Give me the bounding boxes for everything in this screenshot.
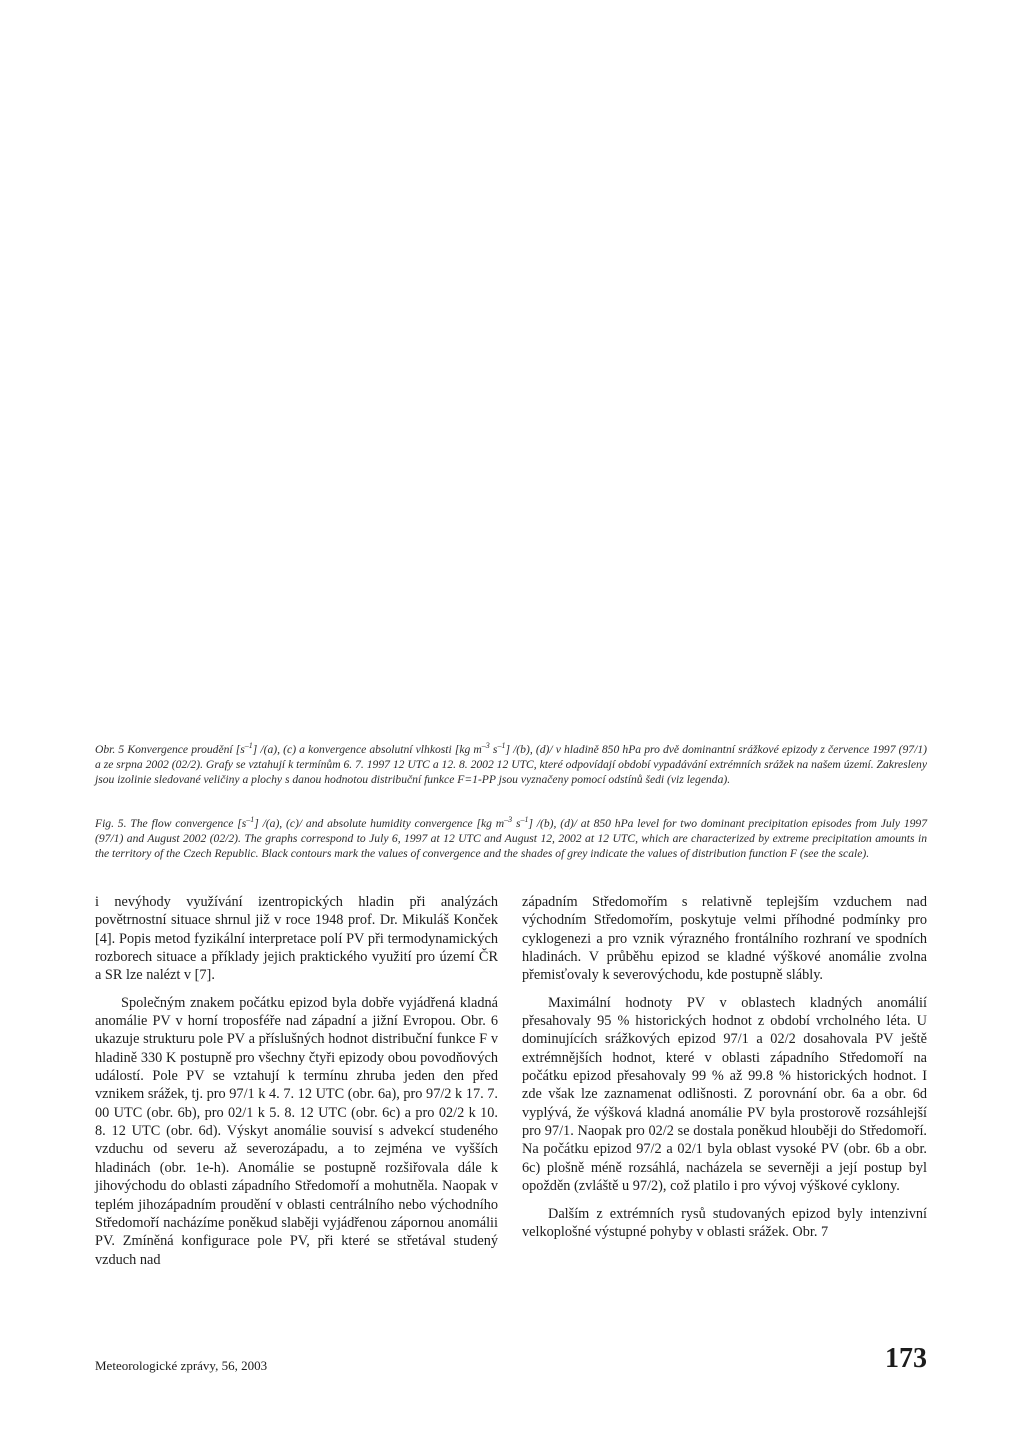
paragraph: Maximální hodnoty PV v oblastech kladných anomálií přesahovaly 95 % historických hodnot z období vrcholného léta. U dominujících srážkových epizod 97/1 a 02/2 dosahovala PV ještě extrémnějších hodnot, které v oblasti západního Středomoří na počátku epizod přesahovaly 99 % až 99.8 % historických hodnot. I zde však lze zaznamenat odlišnosti. Z porovnání obr. 6a a obr. 6d vyplývá, že výšková kladná anomálie PV byla prostorově rozsáhlejší pro 97/1. Naopak pro 02/2 se dostala poněkud hlouběji do Středomoří. Na počátku epizod 97/2 a 02/1 byla oblast vysoké PV (obr. 6b a obr. 6c) plošně méně rozsáhlá, nacházela se severněji a její postup byl opožděn (zvláště u 97/2), což platilo i pro vývoj výškové cyklony. [522,994,927,1195]
caption-text: ] /(b), (d)/ v hladině 850 hPa pro dvě dominantní srážkové epizody z července 1997 (97/1) a ze srpna 2002 (02/2). Grafy se vztahují k termínům 6. 7. 1997 12 UTC a 12. 8. 2002 12 UTC, které odpovídají období vypadávání extrémních srážek na našem území. Zakresleny jsou izolinie sledované veličiny a plochy s danou hodnotou distribuční funkce F=1-PP jsou vyznačeny pomocí odstínů šedi (viz legenda). [95,743,927,787]
superscript: –1 [520,815,529,825]
left-text-column [95,893,498,1278]
footer-journal-name: Meteorologické zprávy, 56, 2003 [95,1358,268,1373]
caption-text: ] /(b), (d)/ at 850 hPa level for two dominant precipitation episodes from July 1997 (97/1) and August 2002 (02/2). The graphs correspond to July 6, 1997 at 12 UTC and August 12, 2002 at 12 UTC, which are characterized by extreme precipitation amounts in the territory of the Czech Republic. Black contours mark the values of convergence and the shades of grey indicate the values of distribution function F (see the scale). [95,817,928,861]
caption-text: Obr. 5 Konvergence proudění [s [95,743,245,756]
figure-caption-english [95,816,927,862]
caption-english-text [95,816,927,862]
right-text-column [522,893,927,1250]
caption-text: s [512,817,521,830]
caption-text: s [489,743,498,756]
figure-caption-czech [95,742,927,788]
superscript: –1 [244,741,253,751]
caption-text: ] /(a), (c) a konvergence absolutní vlhkosti [kg m [252,743,482,756]
caption-czech-text [95,742,927,788]
superscript: –1 [497,741,506,751]
paragraph: Dalším z extrémních rysů studovaných epizod byly intenzivní velkoplošné výstupné pohyby v oblasti srážek. Obr. 7 [522,1205,927,1240]
caption-text: ] /(a), (c)/ and absolute humidity convergence [kg m [254,817,505,830]
paragraph: Společným znakem počátku epizod byla dobře vyjádřená kladná anomálie PV v horní troposféře nad západní a jižní Evropou. Obr. 6 ukazuje strukturu pole PV a příslušných hodnot distribuční funkce F v hladině 330 K postupně pro všechny čtyři epizody obou povodňových událostí. Pole PV se vztahují k termínu zhruba jeden den před vznikem srážek, tj. pro 97/1 k 4. 7. 12 UTC (obr. 6a), pro 97/2 k 17. 7. 00 UTC (obr. 6b), pro 02/1 k 5. 8. 12 UTC (obr. 6c) a pro 02/2 k 10. 8. 12 UTC (obr. 6d). Výskyt anomálie souvisí s advekcí studeného vzduchu od severu až severozápadu, a to zejména ve vyšších hladinách (obr. 1e-h). Anomálie se postupně rozšiřovala dále k jihovýchodu do oblasti západního Středomoří a mohutněla. Naopak v teplém jihozápadním proudění v oblasti centrálního nebo východního Středomoří nacházíme poněkud slaběji vyjádřenou zápornou anomálii PV. Zmíněná konfigurace pole PV, při které se střetával studený vzduch nad [95,994,498,1268]
caption-text: Fig. 5. The flow convergence [s [95,817,247,830]
paragraph: i nevýhody využívání izentropických hladin při analýzách povětrnostní situace shrnul již v roce 1948 prof. Dr. Mikuláš Konček [4]. Popis metod fyzikální interpretace polí PV při termodynamických rozborech situace a příklady jejich praktického využití pro území ČR a SR lze nalézt v [7]. [95,894,498,984]
superscript: –1 [246,815,255,825]
page-number: 173 [885,1343,927,1374]
superscript: –3 [504,815,513,825]
paragraph: západním Středomořím s relativně teplejším vzduchem nad východním Středomořím, poskytuje velmi příhodné podmínky pro cyklogenezi a pro vznik výrazného frontálního rozhraní ve spodních hladinách. V průběhu epizod se kladné výškové anomálie zvolna přemisťovaly k severovýchodu, kde postupně slábly. [522,894,927,984]
superscript: –3 [481,741,490,751]
